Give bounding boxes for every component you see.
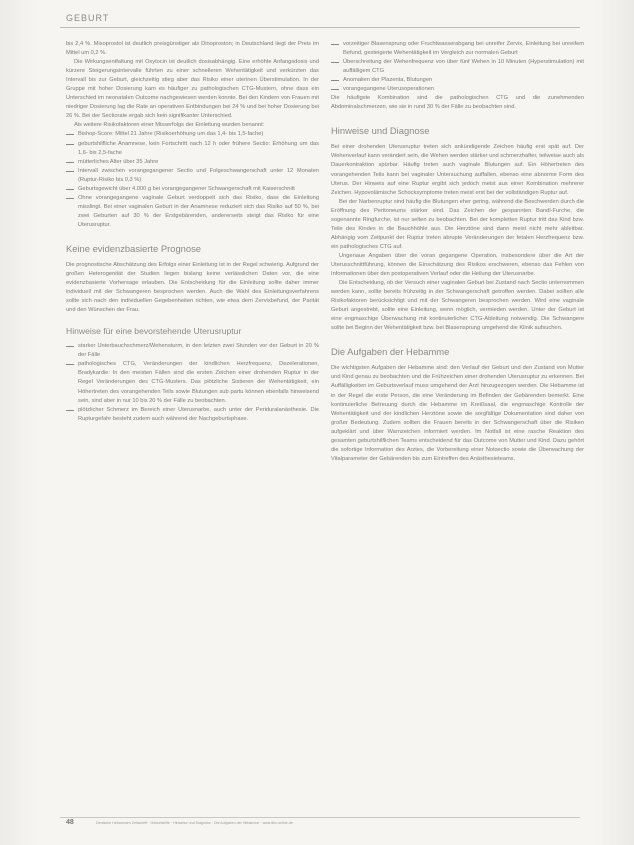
- right-column: [331, 40, 584, 464]
- list-item: Anomalien der Plazenta, Blutungen: [331, 76, 584, 85]
- dash-bullet: [66, 134, 74, 135]
- page-number: 48: [66, 819, 74, 826]
- paragraph: Die häufigste Kombination sind die pathologischen CTG und die zunehmenden Abdominalschmerzen, wie sie in rund 30 % der Fälle zu beobachten sind.: [331, 95, 584, 111]
- list-item: plötzlicher Schmerz im Bereich einer Uterusnarbe, auch unter der Periduralanästhesie. Die Rupturgefahr besteht zudem auch während der Nachgeburtsphase.: [66, 406, 319, 424]
- left-column: [66, 40, 319, 424]
- paragraph: Die wichtigsten Aufgaben der Hebamme sind: den Verlauf der Geburt und den Zustand von Mutter und Kind genau zu beobachten und die Frühzeichen einer drohenden Uterusruptur zu erkennen. Bei Auffälligkeiten im Geburtsverlauf muss umgehend der Arzt hinzugezogen werden. Die Hebamme ist in der Regel die erste Person, die eine Veränderung im Befinden der Gebärenden bemerkt. Eine kontinuierliche Betreuung durch die Hebamme im Kreißsaal, die engmaschige Kontrolle der Wehentätigkeit und der kindlichen Herztöne sowie die sorgfältige Dokumentation sind daher von großer Bedeutung. Zudem sollten die Frauen bereits in der Schwangerschaft über die Risiken aufgeklärt und über Warnzeichen informiert werden. Im Notfall ist eine rasche Reaktion des gesamten geburtshilflichen Teams entscheidend für das Outcome von Mutter und Kind. Dazu gehört die sofortige Information des Arztes, die Vorbereitung einer Notsectio sowie die Überwachung der Vitalparameter der Gebärenden bis zum Eintreffen des Anästhesieteams.: [331, 365, 584, 462]
- dash-bullet: [66, 162, 74, 163]
- dash-bullet: [331, 89, 339, 90]
- list-item: Intervall zwischen vorangegangener Sectio und Folgeschwangerschaft unter 12 Monaten (Ruptur-Risiko bis 0,3 %): [66, 167, 319, 185]
- dash-bullet: [66, 364, 74, 365]
- list-item: vorangegangene Uterusoperationen: [331, 85, 584, 94]
- section-heading: Hinweise und Diagnose: [331, 125, 430, 137]
- paragraph: Ungenaue Angaben über die voran gegangene Operation, insbesondere über die Art der Uterusschnittführung, können die Einschätzung des Risikos erschweren, ebenso das Fehlen von Informationen über den postoperativen Verlauf oder die Heilung der Uterusnarbe.: [331, 252, 584, 278]
- list-item: pathologisches CTG, Veränderungen der kindlichen Herzfrequenz, Dezelerationen, Bradykardie: In den meisten Fällen sind die ersten Zeichen einer drohenden Ruptur in der Regel Veränderungen des CTG-Musters. Das plötzliche Sistieren der Wehentätigkeit, ein Höhertreten des vorangehenden Teils sowie Blutungen sub partu können ebenfalls hinweisend sein, sind aber in nur 10 bis 20 % der Fälle zu beobachten.: [66, 360, 319, 405]
- list-item: Bishop-Score: Mittel 21 Jahre (Risikoerhöhung um das 1,4- bis 1,5-fache): [66, 130, 319, 139]
- dash-bullet: [66, 198, 74, 199]
- paragraph: Die prognostische Abschätzung des Erfolgs einer Einleitung ist in der Regel schwierig. Aufgrund der großen Heterogenität der Studien liegen bislang keine verlässlichen Daten vor, die eine evidenzbasierte Vorhersage erlauben. Die Entscheidung für die Einleitung sollte daher immer individuell mit der Schwangeren besprochen werden. Auch die Wahl des Einleitungsverfahrens sollte sich nach den individuellen Gegebenheiten richten, wie etwa dem Zervixbefund, der Parität und den Wünschen der Frau.: [66, 261, 319, 314]
- paragraph: Bei der Narbenruptur sind häufig die Blutungen eher gering, während die Beschwerden durch die Eröffnung des Peritoneums stärker sind. Das Zeichen der gespannten Bandl-Furche, die sogenannte Ringfurche, ist nur selten zu beobachten. Bei der kompletten Ruptur tritt das Kind bzw. Teile des Kindes in die Bauchhöhle aus. Die Herztöne sind dann meist nicht mehr ableitbar. Abhängig vom Zeitpunkt der Ruptur treten abrupte Veränderungen der fetalen Herzfrequenz bzw. ein pathologisches CTG auf.: [331, 198, 584, 250]
- cause-list: [331, 40, 584, 94]
- section-heading: Keine evidenzbasierte Prognose: [66, 242, 201, 254]
- warning-signs-list: [66, 342, 319, 423]
- list-item: Überschreitung der Wehenfrequenz von über fünf Wehen in 10 Minuten (Hyperstimulation) mit auffälligem CTG: [331, 58, 584, 76]
- header-rule: [60, 27, 580, 28]
- dash-bullet: [66, 144, 74, 145]
- footer-rule: [60, 817, 580, 818]
- list-item: mütterliches Alter über 35 Jahre: [66, 158, 319, 167]
- list-item: starker Unterbauchschmerz/Wehensturm, in den letzten zwei Stunden vor der Geburt in 20 % der Fälle: [66, 342, 319, 360]
- dash-bullet: [331, 80, 339, 81]
- paragraph: Bei einer drohenden Uterusruptur treten sich ankündigende Zeichen häufig erst spät auf. Der Wehenverlauf kann verändert sein, die Wehen werden stärker und schmerzhafter, teilweise auch als Dauerkontraktion spürbar. Häufig treten auch vaginale Blutungen auf. Ein Höhertreten des vorangehenden Teils kann bei vaginaler Untersuchung auffallen, ebenso eine abnorme Form des Uterus. Der Hinweis auf eine Ruptur ergibt sich jedoch meist aus einer Kombination mehrerer Zeichen. Hypovolämische Schocksymptome treten meist erst bei der vollständigen Ruptur auf.: [331, 144, 584, 196]
- paragraph: Die Entscheidung, ob der Versuch einer vaginalen Geburt bei Zustand nach Sectio unternommen werden kann, sollte bereits frühzeitig in der Schwangerschaft getroffen werden. Dabei sollten alle Risikofaktoren berücksichtigt und mit der Schwangeren besprochen werden. Wird eine vaginale Geburt angestrebt, sollte eine Einleitung, wenn möglich, vermieden werden. Unter der Geburt ist eine engmaschige Überwachung mit kontinuierlicher CTG-Ableitung notwendig. Die Schwangere sollte bei Beginn der Wehentätigkeit bzw. bei Blasensprung umgehend die Klinik aufsuchen.: [331, 280, 584, 332]
- risk-factor-list: [66, 130, 319, 230]
- list-item: Ohne vorangegangene vaginale Geburt verdoppelt sich das Risiko, dass die Einleitung misslingt. Bei einer vaginalen Geburt in der Anamnese reduziert sich das Risiko auf 50 %, bei zwei Geburten auf 30 % der Erstgebärenden, andererseits steigt das Risiko für eine Uterusruptur.: [66, 194, 319, 230]
- paragraph: bis 2,4 %. Misoprostol ist deutlich preisgünstiger als Dinoproston; in Deutschland liegt der Preis im Mittel um 0,2 %.: [66, 41, 319, 57]
- running-header: GEBURT: [66, 13, 110, 23]
- dash-bullet: [331, 44, 339, 45]
- subsection-heading: Hinweise für eine bevorstehende Uterusruptur: [66, 326, 242, 337]
- dash-bullet: [66, 346, 74, 347]
- footer-note: Deutsche Hebammen Zeitschrift · Geburtshilfe · Hinweise und Diagnose · Die Aufgaben der Hebamme · www.dhz-online.de: [96, 821, 293, 825]
- dash-bullet: [66, 189, 74, 190]
- list-item: geburtshilfliche Anamnese, kein Fortschritt nach 12 h oder frühere Sectio: Erhöhung um das 1,6- bis 2,5-fache: [66, 140, 319, 158]
- dash-bullet: [66, 410, 74, 411]
- dash-bullet: [66, 171, 74, 172]
- section-heading: Die Aufgaben der Hebamme: [331, 346, 450, 358]
- list-item: Geburtsgewicht über 4.000 g bei vorangegangener Schwangerschaft mit Kaiserschnitt: [66, 185, 319, 194]
- dash-bullet: [331, 62, 339, 63]
- list-item: vorzeitiger Blasensprung oder Fruchtwasserabgang bei unreifer Zervix, Einleitung bei unreifem Befund, gesteigerte Wehentätigkeit im Vergleich zur normalen Geburt: [331, 40, 584, 58]
- paragraph: Als weitere Risikofaktoren einer Misserfolgs der Einleitung wurden benannt:: [74, 122, 265, 129]
- paragraph: Die Wirkungsentfaltung mit Oxytocin ist deutlich dosisabhängig. Eine erhöhte Anfangsdosis und kürzere Steigerungsintervalle führten zu einer schnelleren Wehentätigkeit und verkürzten das Intervall bis zur Geburt, gleichzeitig stieg aber das Risiko einer uterinen Überstimulation. In der Gruppe mit hoher Dosierung kam es häufiger zu pathologischen CTG-Mustern, ohne dass ein Unterschied im neonatalen Outcome nachgewiesen werden konnte. Bei den Kindern von Frauen mit niedriger Dosierung lag die Rate an operativen Entbindungen bei 24 % und bei hoher Dosierung bei 26 %. Bei der Sectiorate ergab sich kein signifikanter Unterschied.: [66, 59, 319, 120]
